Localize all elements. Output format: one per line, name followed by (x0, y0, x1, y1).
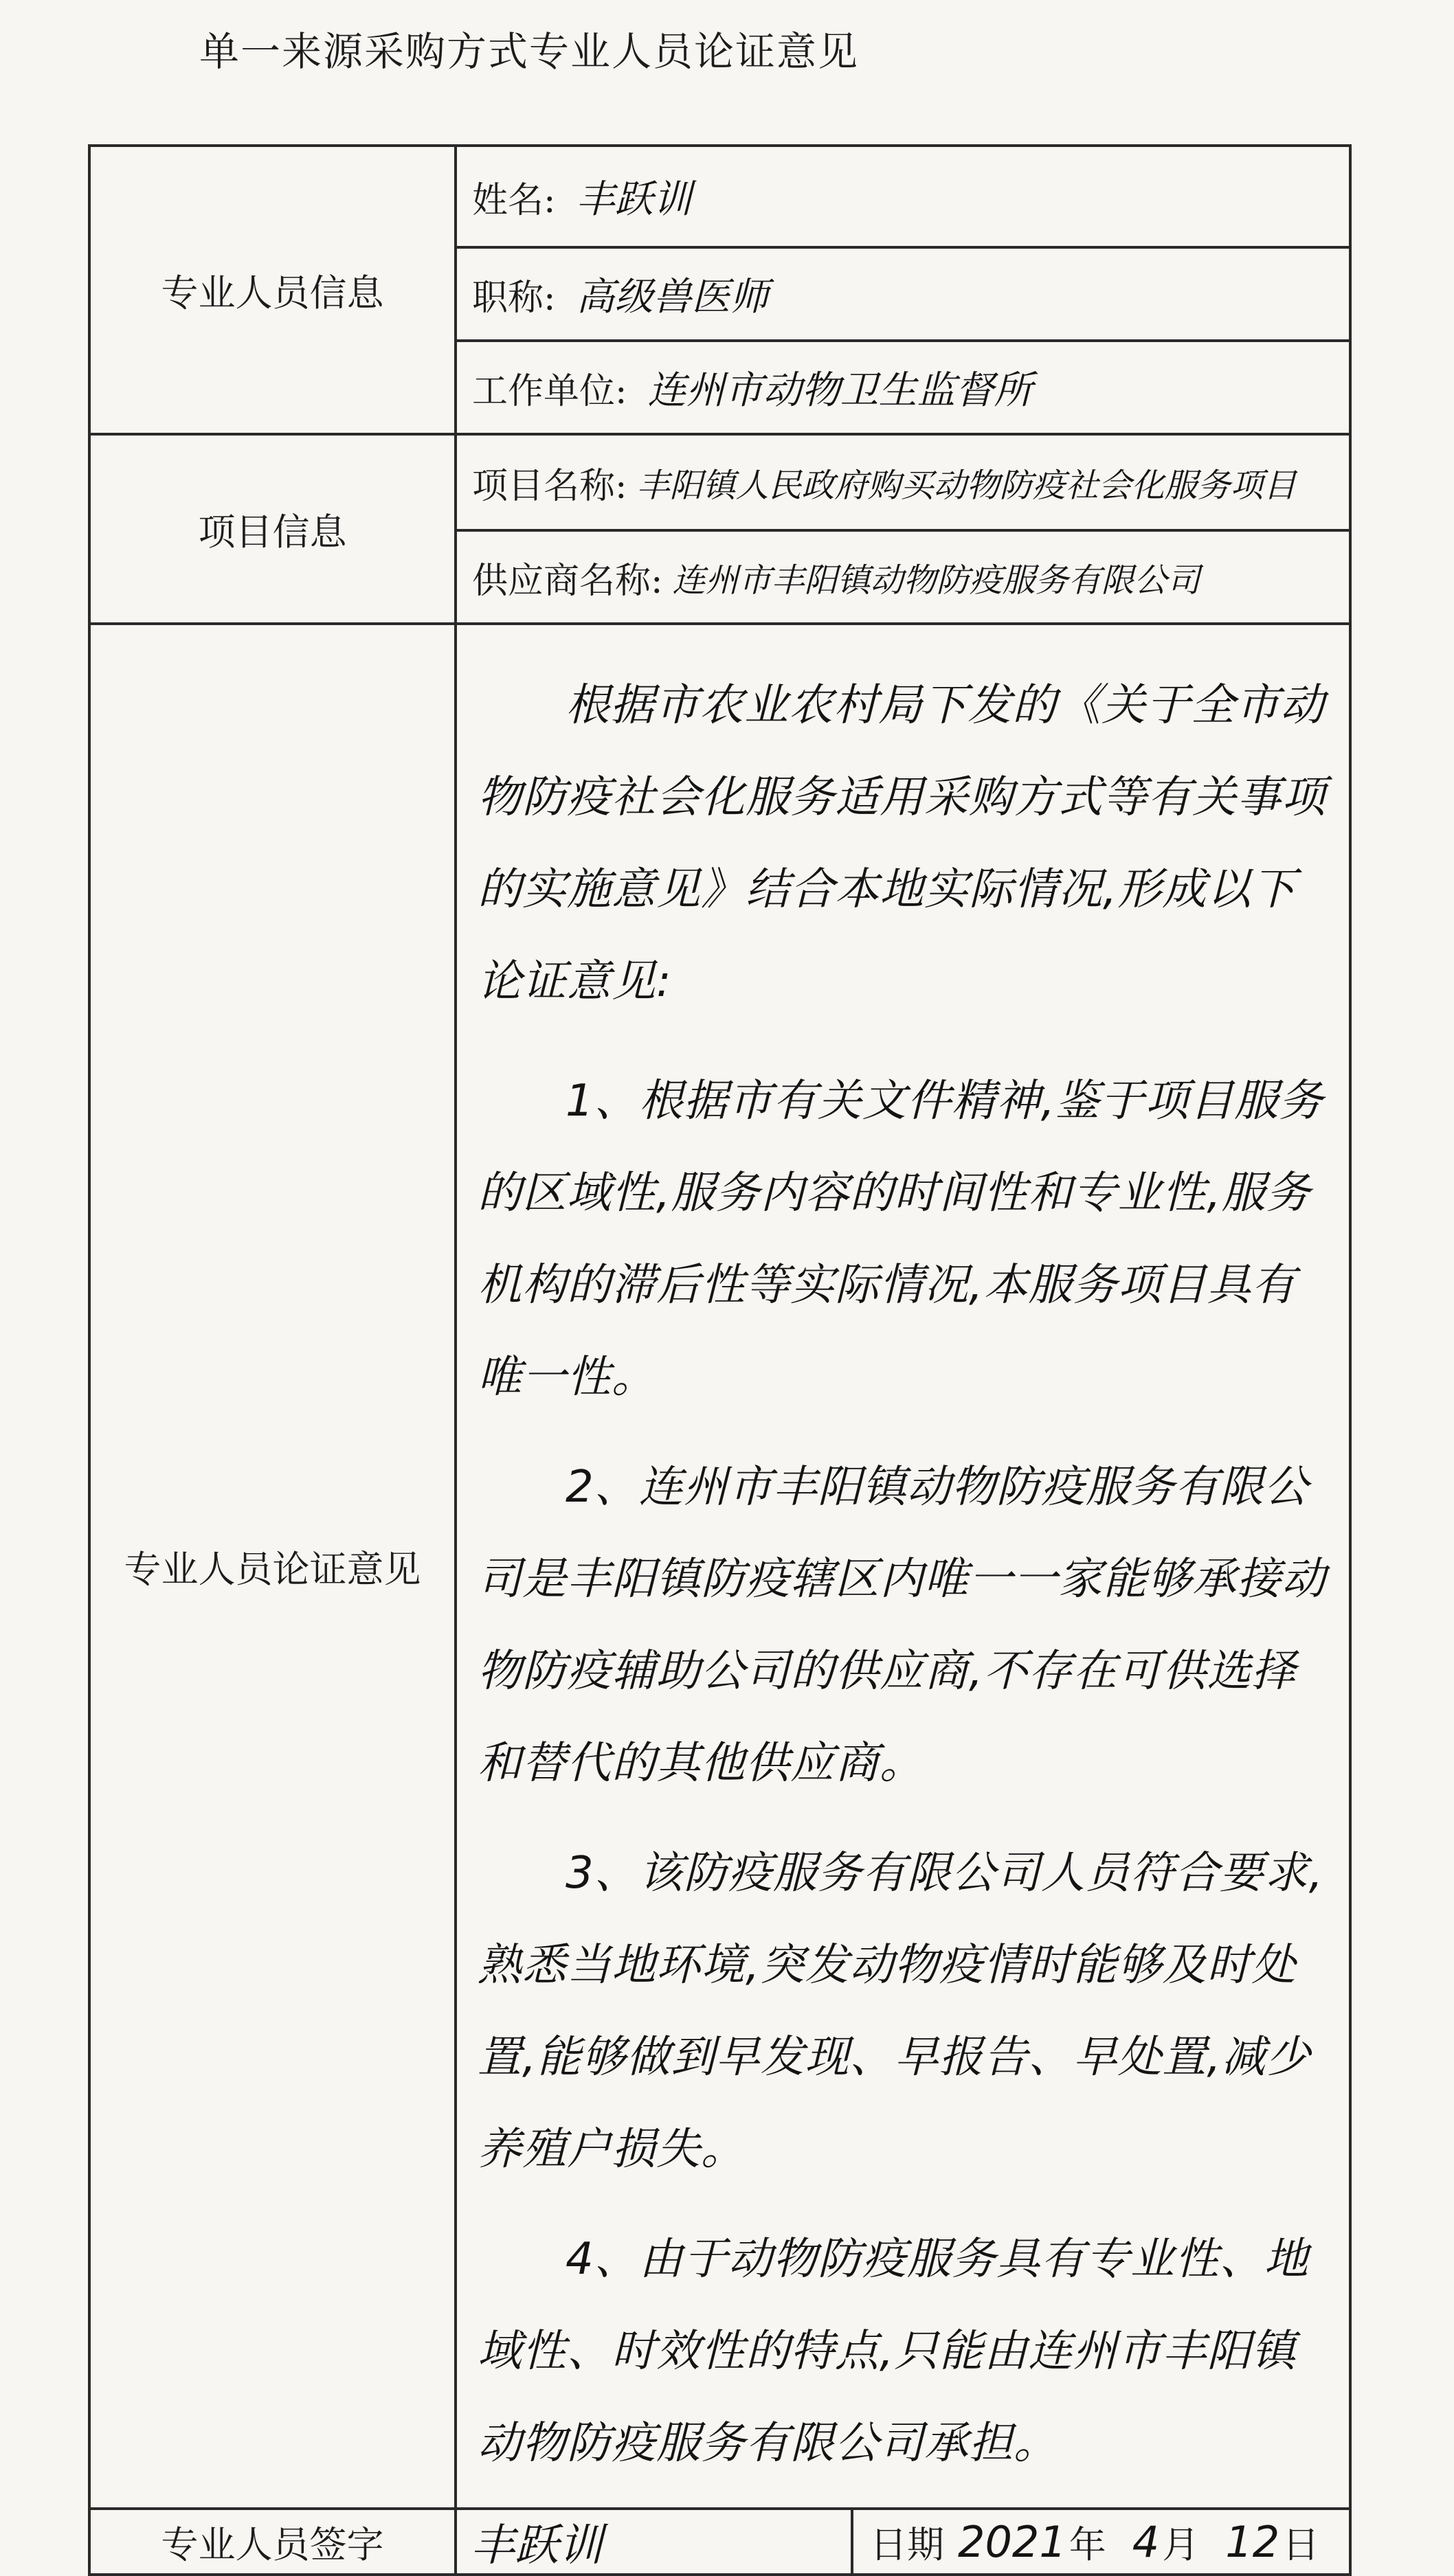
signature-section-label: 专业人员签字 (89, 2509, 456, 2575)
opinion-paragraph: 根据市农业农村局下发的《关于全市动物防疫社会化服务适用采购方式等有关事项的实施意见》结合本地实际情况,形成以下论证意见: (478, 680, 1326, 1007)
month-char: 月 (1162, 2522, 1200, 2566)
supplier-label: 供应商名称: (472, 560, 663, 602)
argument-form (88, 144, 1352, 2576)
unit-row (456, 341, 1350, 434)
opinion-paragraph: 1、根据市有关文件精神,鉴于项目服务的区域性,服务内容的时间性和专业性,服务机构的滞后性等实际情况,本服务项目具有唯一性。 (478, 1076, 1324, 1403)
supplier-value: 连州市丰阳镇动物防疫服务有限公司 (672, 561, 1200, 600)
day-char: 日 (1282, 2522, 1320, 2566)
project-section-label: 项目信息 (89, 434, 456, 624)
opinion-paragraph: 2、连州市丰阳镇动物防疫服务有限公司是丰阳镇防疫辖区内唯一一家能够承接动物防疫辅助公司的供应商,不存在可供选择和替代的其他供应商。 (478, 1462, 1326, 1789)
page-title: 单一来源采购方式专业人员论证意见 (199, 28, 859, 75)
date-year: 2021 (958, 2516, 1066, 2567)
supplier-row (456, 530, 1350, 624)
unit-value: 连州市动物卫生监督所 (647, 368, 1033, 413)
date-month: 4 (1132, 2516, 1160, 2567)
year-char: 年 (1069, 2522, 1106, 2566)
name-label: 姓名: (472, 179, 556, 221)
name-row (456, 146, 1350, 247)
title-label: 职称: (472, 277, 556, 319)
title-value: 高级兽医师 (576, 275, 769, 319)
project-name-label: 项目名称: (472, 465, 627, 507)
opinion-paragraph: 3、该防疫服务有限公司人员符合要求,熟悉当地环境,突发动物疫情时能够及时处置,能够做到早发现、早报告、早处置,减少养殖户损失。 (478, 1848, 1324, 2175)
project-name-value: 丰阳镇人民政府购买动物防疫社会化服务项目 (636, 466, 1297, 505)
title-row (456, 247, 1350, 341)
name-value: 丰跃训 (576, 177, 692, 222)
date-label: 日期 (870, 2522, 944, 2566)
signature-cell (456, 2509, 852, 2575)
opinion-body (456, 624, 1350, 2509)
date-day: 12 (1225, 2516, 1280, 2567)
date-cell (852, 2509, 1350, 2575)
opinion-section-label: 专业人员论证意见 (89, 624, 456, 2509)
signature-value: 丰跃训 (471, 2520, 603, 2571)
opinion-paragraph: 4、由于动物防疫服务具有专业性、地域性、时效性的特点,只能由连州市丰阳镇动物防疫服务有限公司承担。 (478, 2234, 1309, 2469)
unit-label: 工作单位: (472, 370, 627, 412)
project-name-row (456, 434, 1350, 530)
info-section-label: 专业人员信息 (89, 146, 456, 434)
